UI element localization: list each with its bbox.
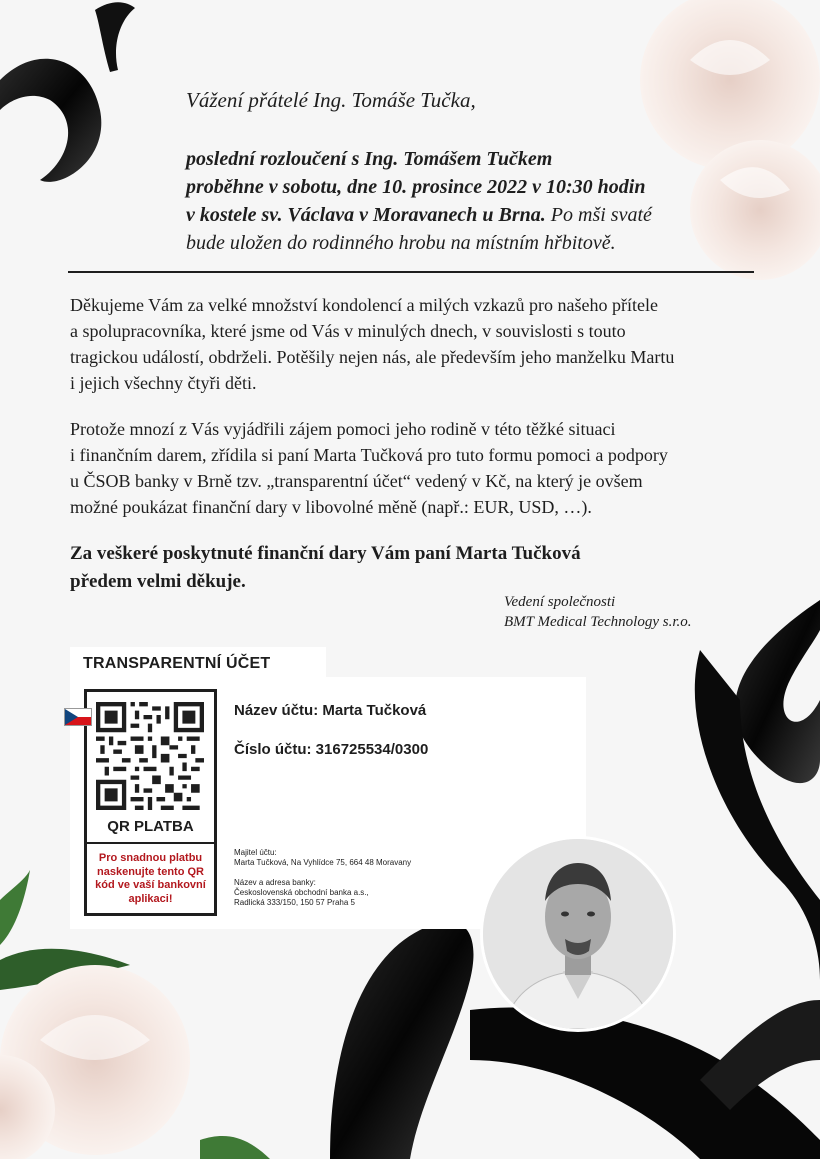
bank-info xyxy=(234,878,494,908)
announcement-line-3-rest: Po mši svaté xyxy=(545,204,652,226)
ribbon-top-left xyxy=(0,2,135,182)
qr-payment-label: QR PLATBA xyxy=(107,818,194,835)
account-owner xyxy=(234,848,494,868)
qr-separator xyxy=(87,842,214,844)
funeral-announcement xyxy=(186,145,756,257)
account-name: Název účtu: Marta Tučková xyxy=(234,702,427,719)
bank-address: Radlická 333/150, 150 57 Praha 5 xyxy=(234,898,355,907)
announcement-line-3: v kostele sv. Václava v Moravanech u Brna. xyxy=(186,204,546,226)
portrait-photo xyxy=(480,836,676,1032)
greeting: Vážení přátelé Ing. Tomáše Tučka, xyxy=(186,88,476,112)
signature xyxy=(504,592,744,632)
account-card-title: TRANSPARENTNÍ ÚČET xyxy=(83,655,271,672)
announcement-line-4: bude uložen do rodinného hrobu na místním hřbitově. xyxy=(186,232,616,254)
paragraph-donation xyxy=(70,416,770,520)
paragraph-condolences xyxy=(70,292,770,396)
paragraph-line: i jejich všechny čtyři děti. xyxy=(70,373,257,393)
signature-line-2: BMT Medical Technology s.r.o. xyxy=(504,614,692,630)
announcement-line-2: proběhne v sobotu, dne 10. prosince 2022 v 10:30 hodin xyxy=(186,176,646,198)
owner-value: Marta Tučková, Na Vyhlídce 75, 664 48 Moravany xyxy=(234,858,412,867)
signature-line-1: Vedení společnosti xyxy=(504,594,616,610)
paragraph-line: u ČSOB banky v Brně tzv. „transparentní účet“ vedený v Kč, na který je ovšem xyxy=(70,471,643,491)
qr-hint: Pro snadnou platbu naskenujte tento QR kód ve vaší bankovní aplikaci! xyxy=(95,852,206,905)
announcement-line-1: poslední rozloučení s Ing. Tomášem Tučkem xyxy=(186,148,553,170)
thanks-line-1: Za veškeré poskytnuté finanční dary Vám paní Marta Tučková xyxy=(70,543,581,564)
owner-label: Majitel účtu: xyxy=(234,848,277,857)
paragraph-line: Protože mnozí z Vás vyjádřili zájem pomoci jeho rodině v této těžké situaci xyxy=(70,419,616,439)
ribbon-right xyxy=(695,600,820,980)
account-number[interactable]: Číslo účtu: 316725534/0300 xyxy=(234,741,429,758)
paragraph-line: tragickou událostí, obdrželi. Potěšily nejen nás, ale především jeho manželku Martu xyxy=(70,347,675,367)
divider xyxy=(68,271,754,273)
paragraph-line: i finančním darem, zřídila si paní Marta Tučková pro tuto formu pomoci a podpory xyxy=(70,445,668,465)
thanks-line-2: předem velmi děkuje. xyxy=(70,571,246,592)
bank-name: Československá obchodní banka a.s., xyxy=(234,888,369,897)
qr-code[interactable] xyxy=(96,702,204,810)
paragraph-line: a spolupracovníka, které jsme od Vás v minulých dnech, v souvislosti s touto xyxy=(70,321,626,341)
thanks-note xyxy=(70,540,710,596)
paragraph-line: Děkujeme Vám za velké množství kondolencí a milých vzkazů pro našeho přítele xyxy=(70,295,658,315)
bank-label: Název a adresa banky: xyxy=(234,878,316,887)
paragraph-line: možné poukázat finanční dary v libovolné měně (např.: EUR, USD, …). xyxy=(70,497,592,517)
czech-flag-icon xyxy=(64,708,92,726)
